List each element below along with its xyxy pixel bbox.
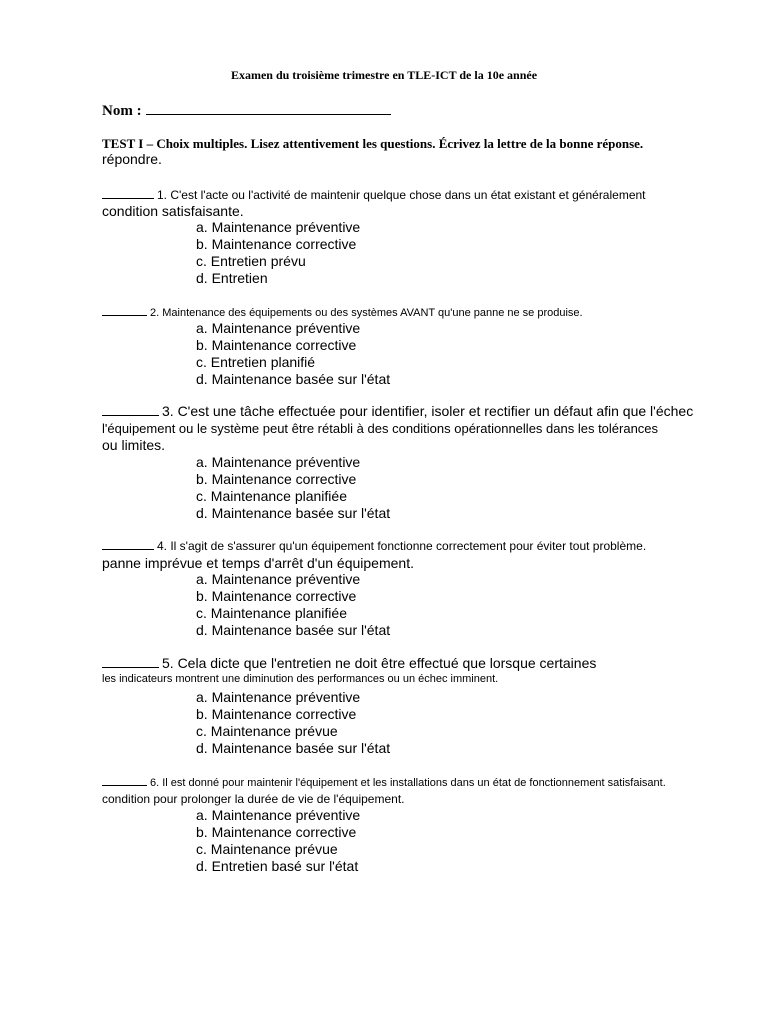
answer-blank[interactable] xyxy=(102,655,159,668)
option-d: d. Entretien xyxy=(196,270,268,286)
option-a: a. Maintenance préventive xyxy=(196,689,361,705)
option-b: b. Maintenance corrective xyxy=(196,471,357,487)
option-d: d. Maintenance basée sur l'état xyxy=(196,740,391,756)
question-3-options xyxy=(196,454,390,522)
question-4 xyxy=(102,537,646,572)
name-label: Nom : xyxy=(102,103,142,119)
question-text: 3. C'est une tâche effectuée pour identifier, isoler et rectifier un défaut afin que l'échec xyxy=(162,403,694,419)
option-d: d. Maintenance basée sur l'état xyxy=(196,371,391,387)
test-instructions: TEST I – Choix multiples. Lisez attentivement les questions. Écrivez la lettre de la bonne réponse. xyxy=(102,136,644,151)
question-4-options xyxy=(196,571,390,639)
name-row xyxy=(102,100,391,120)
option-b: b. Maintenance corrective xyxy=(196,824,357,840)
question-6 xyxy=(102,773,666,807)
question-text: condition pour prolonger la durée de vie de l'équipement. xyxy=(102,792,405,806)
name-blank-line[interactable] xyxy=(146,100,391,115)
option-d: d. Maintenance basée sur l'état xyxy=(196,622,391,638)
option-b: b. Maintenance corrective xyxy=(196,588,357,604)
option-a: a. Maintenance préventive xyxy=(196,807,361,823)
answer-blank[interactable] xyxy=(102,537,154,550)
option-c: c. Entretien prévu xyxy=(196,253,306,269)
test-instructions-continued: répondre. xyxy=(102,151,162,167)
question-3 xyxy=(102,403,693,454)
answer-blank[interactable] xyxy=(102,773,147,786)
question-1 xyxy=(102,186,646,220)
question-text: les indicateurs montrent une diminution des performances ou un échec imminent. xyxy=(102,673,499,685)
question-text: ou limites. xyxy=(102,437,166,453)
option-b: b. Maintenance corrective xyxy=(196,337,357,353)
option-c: c. Maintenance planifiée xyxy=(196,605,347,621)
question-5-options xyxy=(196,689,390,757)
answer-blank[interactable] xyxy=(102,186,154,199)
option-b: b. Maintenance corrective xyxy=(196,706,357,722)
option-a: a. Maintenance préventive xyxy=(196,454,361,470)
option-d: d. Maintenance basée sur l'état xyxy=(196,505,391,521)
answer-blank[interactable] xyxy=(102,403,159,416)
question-text: 6. Il est donné pour maintenir l'équipement et les installations dans un état de fonctionnement satisfaisant. xyxy=(150,777,666,789)
option-c: c. Maintenance prévue xyxy=(196,841,338,857)
question-1-options xyxy=(196,219,360,287)
option-c: c. Maintenance planifiée xyxy=(196,488,347,504)
question-text: l'équipement ou le système peut être rétabli à des conditions opérationnelles dans les tolérances xyxy=(102,421,659,436)
question-text: condition satisfaisante. xyxy=(102,203,244,219)
question-2-options xyxy=(196,320,390,388)
question-text: panne imprévue et temps d'arrêt d'un équipement. xyxy=(102,555,414,571)
question-text: 2. Maintenance des équipements ou des systèmes AVANT qu'une panne ne se produise. xyxy=(150,307,583,319)
question-text: 1. C'est l'acte ou l'activité de maintenir quelque chose dans un état existant et généralement xyxy=(157,188,646,202)
question-text: 5. Cela dicte que l'entretien ne doit être effectué que lorsque certaines xyxy=(162,655,597,671)
answer-blank[interactable] xyxy=(102,303,147,316)
question-text: 4. Il s'agit de s'assurer qu'un équipement fonctionne correctement pour éviter tout problème. xyxy=(157,539,647,553)
question-2 xyxy=(102,303,583,321)
option-a: a. Maintenance préventive xyxy=(196,320,361,336)
question-6-options xyxy=(196,807,360,875)
option-a: a. Maintenance préventive xyxy=(196,571,361,587)
page-title: Examen du troisième trimestre en TLE-ICT de la 10e année xyxy=(230,68,538,82)
option-c: c. Maintenance prévue xyxy=(196,723,338,739)
option-d: d. Entretien basé sur l'état xyxy=(196,858,359,874)
option-c: c. Entretien planifié xyxy=(196,354,316,370)
option-a: a. Maintenance préventive xyxy=(196,219,361,235)
question-5 xyxy=(102,655,596,686)
option-b: b. Maintenance corrective xyxy=(196,236,357,252)
